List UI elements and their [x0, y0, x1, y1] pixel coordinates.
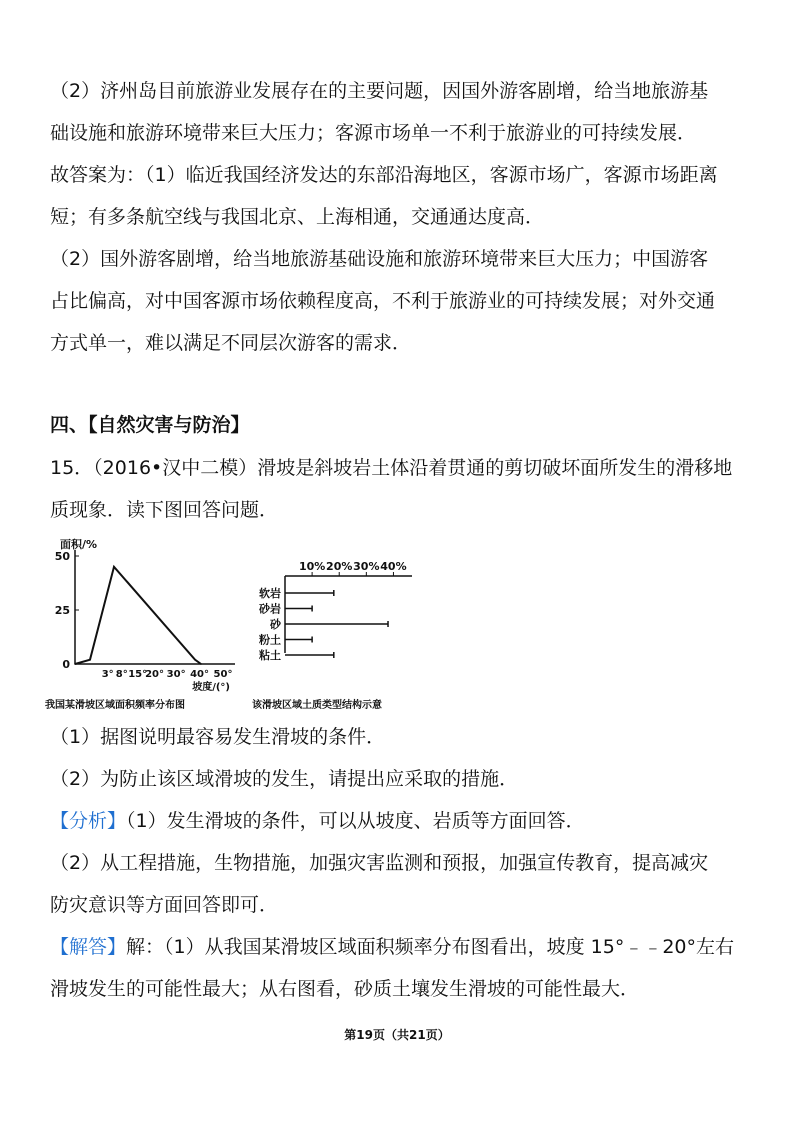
data-point [200, 663, 202, 665]
answer-text: 解：（1）从我国某滑坡区域面积频率分布图看出，坡度 15°﹣﹣20°左右 [126, 936, 734, 958]
text-line: 故答案为：（1）临近我国经济发达的东部沿海地区，客源市场广，客源市场距离 [50, 164, 718, 186]
x-tick-label: 3° [101, 669, 114, 680]
category-label: 粘土 [259, 649, 281, 662]
answer-tag: 【解答】 [50, 936, 127, 958]
subquestion-1: （1）据图说明最容易发生滑坡的条件． [50, 726, 386, 748]
x-tick-label: 20° [145, 669, 165, 680]
data-point [89, 659, 91, 661]
text-line: 方式单一，难以满足不同层次游客的需求． [50, 332, 412, 354]
question-text: 质现象．读下图回答问题． [50, 499, 279, 521]
data-point [113, 566, 115, 568]
x-tick-label: 50° [213, 669, 233, 680]
page-footer: 第19页（共21页） [344, 1028, 450, 1042]
x-tick-label: 40° [190, 669, 210, 680]
analysis-tag: 【分析】 [50, 810, 127, 832]
chart-caption: 我国某滑坡区域面积频率分布图 [45, 700, 185, 711]
soil-type-chart [252, 560, 412, 711]
category-label: 粉土 [259, 633, 281, 647]
category-label: 砂 [270, 618, 281, 631]
analysis-line: （2）从工程措施，生物措施，加强灾害监测和预报，加强宣传教育，提高减灾 [50, 852, 709, 874]
y-axis-label: 面积/% [60, 538, 98, 551]
chart-caption: 该滑坡区域土质类型结构示意 [252, 700, 382, 711]
x-axis-label: 坡度/(°) [192, 682, 230, 693]
text-line: 占比偏高，对中国客源市场依赖程度高，不利于旅游业的可持续发展；对外交通 [50, 290, 716, 312]
area-frequency-chart [45, 537, 235, 711]
x-tick-label: 10% [298, 560, 326, 573]
analysis-text: （1）发生滑坡的条件，可以从坡度、岩质等方面回答． [126, 810, 585, 832]
analysis-line: 防灾意识等方面回答即可． [50, 894, 279, 916]
text-line: （2）国外游客剧增，给当地旅游基础设施和旅游环境带来巨大压力；中国游客 [50, 248, 709, 270]
x-tick-label: 8° [115, 669, 128, 680]
section-heading: 四、【自然灾害与防治】 [50, 414, 250, 436]
category-label: 砂岩 [259, 602, 281, 616]
category-label: 软岩 [259, 587, 281, 600]
x-tick-label: 30° [166, 669, 186, 680]
text-line: （2）济州岛目前旅游业发展存在的主要问题，因国外游客剧增，给当地旅游基 [50, 80, 709, 102]
series-line [75, 567, 201, 664]
data-point [194, 659, 196, 661]
x-tick-label: 30% [353, 560, 380, 573]
answer-line: 滑坡发生的可能性最大；从右图看，砂质土壤发生滑坡的可能性最大． [50, 978, 640, 1000]
subquestion-2: （2）为防止该区域滑坡的发生，请提出应采取的措施． [50, 768, 519, 790]
x-tick-label: 40% [380, 560, 407, 573]
figure-area [40, 536, 440, 716]
text-line: 础设施和旅游环境带来巨大压力；客源市场单一不利于旅游业的可持续发展． [50, 122, 697, 144]
question-text: 15．（2016•汉中二模）滑坡是斜坡岩土体沿着贯通的剪切破坏面所发生的滑移地 [50, 457, 733, 479]
answer-line [50, 926, 750, 968]
text-line: 短；有多条航空线与我国北京、上海相通，交通通达度高． [50, 206, 545, 228]
analysis-line [50, 800, 750, 842]
charts-svg [40, 536, 440, 716]
y-tick-label: 0 [62, 658, 70, 671]
y-tick-label: 25 [54, 604, 70, 617]
data-point [74, 663, 76, 665]
y-tick-label: 50 [54, 550, 70, 563]
x-tick-label: 20% [326, 560, 353, 573]
x-tick-label: 15° [128, 669, 148, 680]
